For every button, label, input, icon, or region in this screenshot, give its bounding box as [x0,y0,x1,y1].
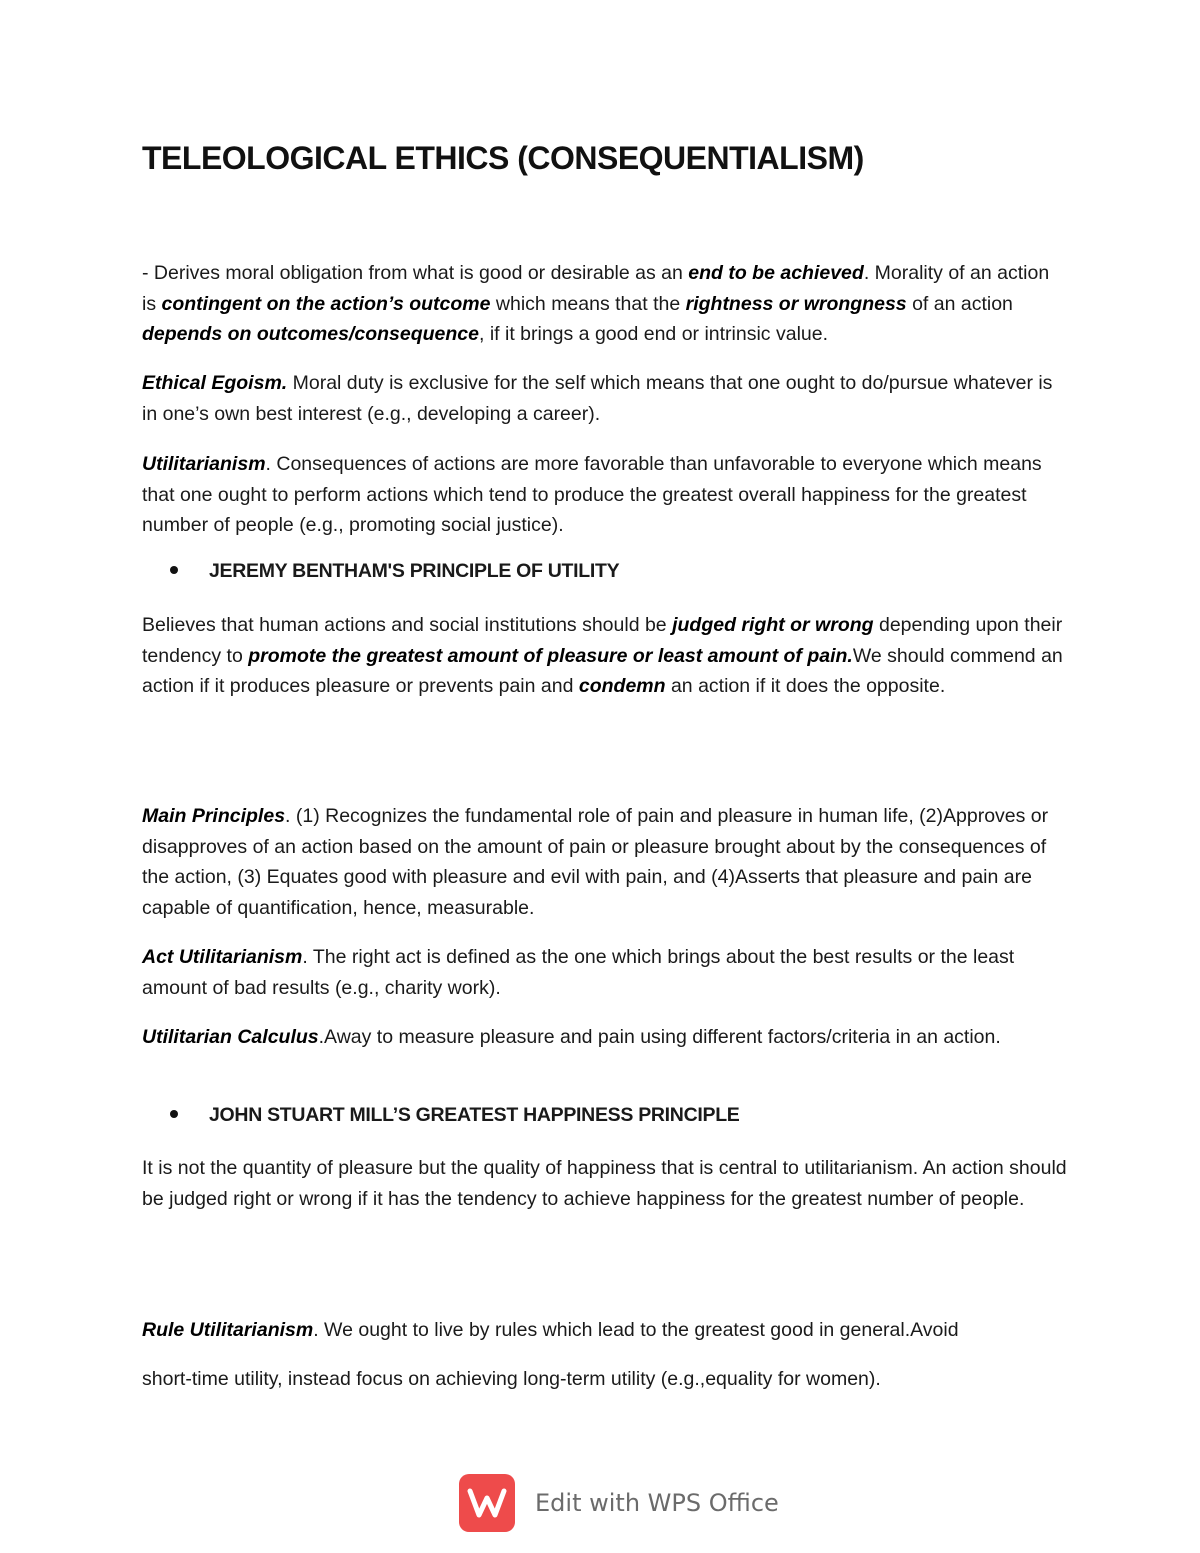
wps-watermark-text: Edit with WPS Office [535,1489,779,1517]
emphasis: judged right or wrong [672,614,874,636]
term-label: Utilitarianism [142,453,266,475]
main-principles-paragraph [142,801,1067,923]
wps-w-glyph-icon [467,1486,507,1520]
text-run: - Derives moral obligation from what is good or desirable as an [142,262,689,284]
text-run: depending upon their tendency to [142,614,1063,667]
text-run: Believes that human actions and social institutions should be [142,614,673,636]
wps-logo-icon [459,1474,515,1532]
text-run: , if it brings a good end or intrinsic value. [478,323,829,345]
ethical-egoism-paragraph [142,368,1067,429]
emphasis: condemn [578,675,666,697]
text-run: . Consequences of actions are more favorable than unfavorable to everyone which means that one ought to perform actions which tend to produce the greatest overall happiness for the greatest number of people (e.g., promoting social justice). [142,453,1042,536]
term-label: Rule Utilitarianism [142,1319,314,1341]
emphasis: end to be achieved [688,262,864,284]
heading-text: JEREMY BENTHAM'S PRINCIPLE OF UTILITY [209,560,620,582]
text-run: We should commend an action if it produces pleasure or prevents pain and [142,644,1063,697]
text-run: . (1) Recognizes the fundamental role of pain and pleasure in human life, (2)Approves or disapproves of an action based on the amount of pain or pleasure brought about by the consequences of the action, (3) Equates good with pleasure and evil with pain, and (4)Asserts that pleasure and pain are capable of quantification, hence, measurable. [142,805,1049,919]
bentham-heading [170,560,619,583]
text-run: which means that the [490,292,686,315]
page-title: TELEOLOGICAL ETHICS (CONSEQUENTIALISM) [142,140,864,176]
rule-utilitarianism-continuation: short-time utility, instead focus on achieving long-term utility (e.g.,equality for women). [142,1368,881,1390]
mill-heading [170,1104,740,1127]
mill-paragraph: It is not the quantity of pleasure but the quality of happiness that is central to utilitarianism. An action should be judged right or wrong if it has the tendency to achieve happiness for the greatest number of people. [142,1157,1067,1210]
emphasis: promote the greatest amount of pleasure or least amount of pain. [248,644,853,667]
text-run: .Away to measure pleasure and pain using different factors/criteria in an action. [318,1026,1001,1048]
rule-utilitarianism-paragraph [142,1315,1067,1346]
bentham-paragraph [142,610,1067,702]
text-run: of an action [906,292,1013,315]
text-run: . Morality of an action is [142,262,1050,315]
wps-watermark[interactable] [459,1474,779,1532]
act-utilitarianism-paragraph [142,942,1067,1003]
emphasis: rightness or wrongness [685,292,907,315]
text-run: an action if it does the opposite. [665,675,946,697]
emphasis: contingent on the action’s outcome [161,292,491,315]
text-run: . We ought to live by rules which lead to the greatest good in general.Avoid [313,1319,959,1341]
text-run: . The right act is defined as the one which brings about the best results or the least amount of bad results (e.g., charity work). [142,946,1015,999]
emphasis: depends on outcomes/consequence [142,323,479,345]
term-label: Main Principles [142,805,286,827]
term-label: Act Utilitarianism [142,946,303,968]
utilitarianism-paragraph [142,449,1067,541]
intro-paragraph [142,258,1067,350]
term-label: Ethical Egoism. [142,372,288,394]
bullet-icon [170,1110,178,1118]
heading-text: JOHN STUART MILL’S GREATEST HAPPINESS PRINCIPLE [209,1104,740,1126]
term-label: Utilitarian Calculus [142,1026,319,1048]
bullet-icon [170,566,178,574]
text-run: Moral duty is exclusive for the self which means that one ought to do/pursue whatever is in one’s own best interest (e.g., developing a career). [142,372,1053,425]
utilitarian-calculus-paragraph [142,1022,1067,1053]
